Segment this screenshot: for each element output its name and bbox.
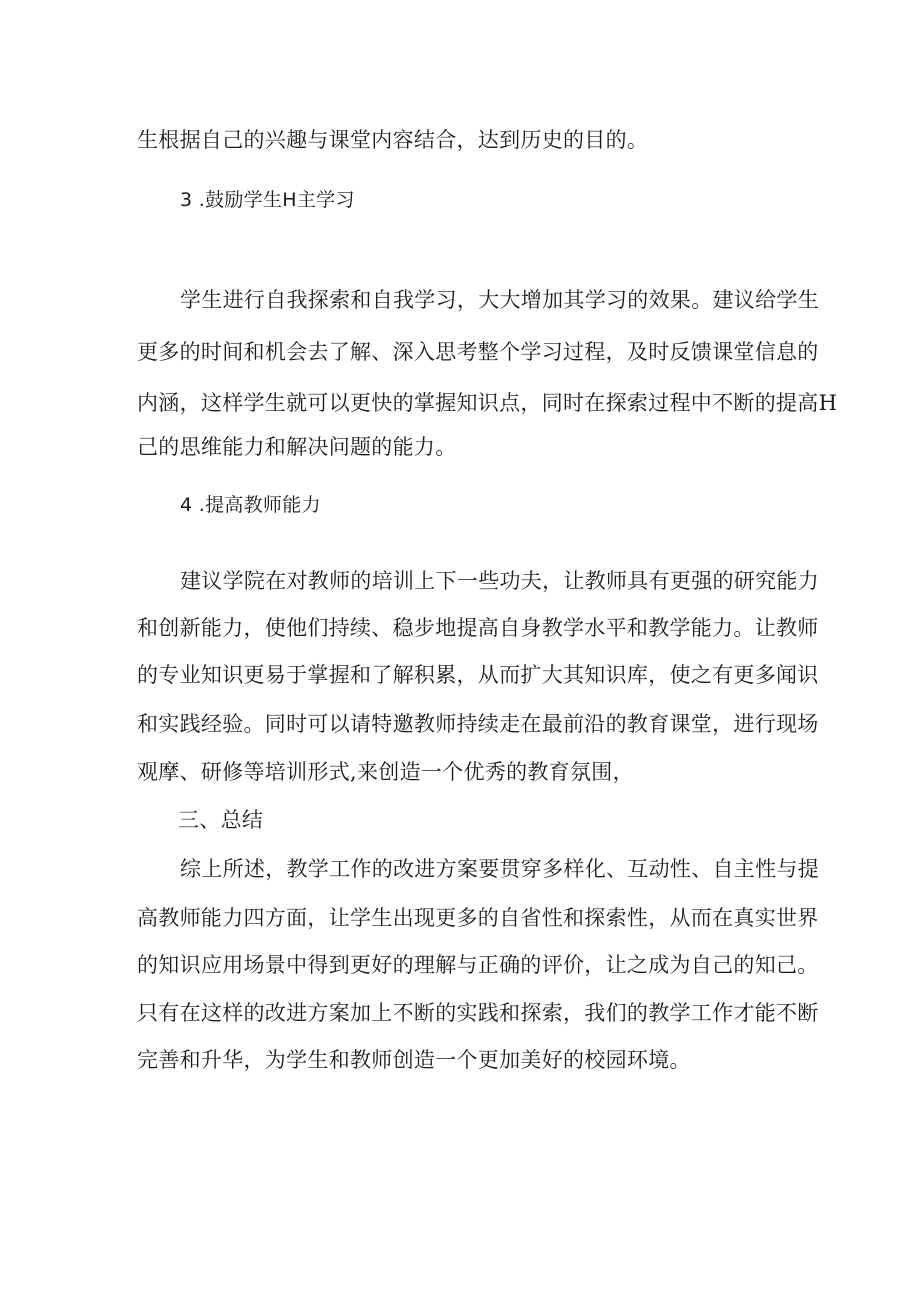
section-heading-4: 4 .提高教师能力 (180, 494, 321, 516)
paragraph-line: 学生进行自我探索和自我学习，大大增加其学习的效果。建议给学生 (180, 288, 819, 312)
paragraph-line: 和实践经验。同时可以请特邀教师持续走在最前沿的教育课堂，进行现场 (137, 712, 819, 736)
paragraph-line: 观摩、研修等培训形式,来创造一个优秀的教育氛围， (137, 760, 634, 784)
paragraph-line: 更多的时间和机会去了解、深入思考整个学习过程，及时反馈课堂信息的 (137, 340, 819, 364)
paragraph-line: 内涵，这样学生就可以更快的掌握知识点，同时在探索过程中不断的提高H (137, 391, 838, 415)
paragraph-line: 的专业知识更易于掌握和了解积累，从而扩大其知识库，使之有更多闻识 (137, 663, 819, 687)
paragraph-line: 综上所述，教学工作的改进方案要贯穿多样化、互动性、自主性与提 (180, 857, 819, 881)
section-heading-3: 3 .鼓励学生H主学习 (180, 189, 355, 211)
paragraph-line: 的知识应用场景中得到更好的理解与正确的评价，让之成为自己的知己。 (137, 953, 819, 977)
section-heading-summary: 三、总结 (178, 808, 264, 832)
paragraph-line: 建议学院在对教师的培训上下一些功夫，让教师具有更强的研究能力 (180, 569, 819, 593)
paragraph-line: 只有在这样的改进方案加上不断的实践和探索，我们的教学工作才能不断 (137, 1001, 819, 1025)
paragraph-line: 高教师能力四方面，让学生出现更多的自省性和探索性，从而在真实世界 (137, 906, 819, 930)
paragraph-line: 和创新能力，使他们持续、稳步地提高自身教学水平和教学能力。让教师 (137, 616, 819, 640)
paragraph-line: 生根据自己的兴趣与课堂内容结合，达到历史的目的。 (137, 128, 649, 152)
paragraph-line: 己的思维能力和解决问题的能力。 (137, 435, 457, 459)
paragraph-line: 完善和升华，为学生和教师创造一个更加美好的校园环境。 (137, 1048, 691, 1072)
